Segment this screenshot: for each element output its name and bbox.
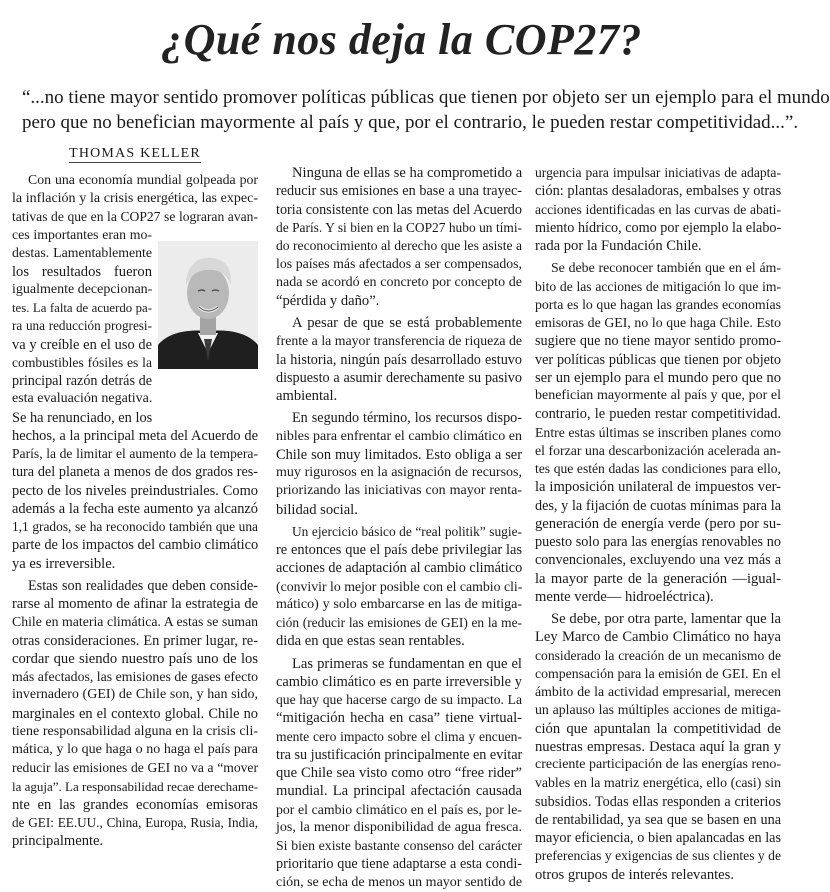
text-line: considerado la creación de un mecanismo de [535, 647, 781, 663]
text-line: prioritario que tiene adaptarse a esta condi- [276, 856, 522, 873]
text-line: urgencia para impulsar iniciativas de adapta- [535, 165, 781, 180]
text-line: generación de energía verde (pero por su- [535, 515, 781, 532]
text-line: Ninguna de ellas se ha comprometido a [292, 165, 523, 181]
text-line: bilidad social. [276, 501, 358, 518]
author-name: THOMAS KELLER [69, 146, 201, 161]
text-line: esta evaluación negativa. [12, 391, 153, 407]
paragraph [535, 259, 781, 606]
text-line: dispuesto a asumir derechamente su pasivo [276, 369, 522, 386]
text-line: En segundo término, los recursos dispo- [292, 410, 522, 427]
text-line: nibles para enfrentar el cambio climático en [276, 428, 522, 444]
text-line: Entre estas últimas se inscriben planes como [535, 424, 781, 440]
text-line: frente a la mayor transferencia de riqueza de [276, 333, 522, 349]
text-line: vables en la matriz energética, ello (casi) sin [535, 775, 781, 791]
text-line: otras consideraciones. En primer lugar, re- [12, 632, 258, 649]
text-line: nuestras empresas. Destaca aquí la gran y [535, 738, 781, 755]
text-line: la imposición unilateral de impuestos ver- [535, 479, 781, 496]
text-line: tra su justificación principalmente en evitar [276, 746, 523, 763]
text-line: mayor eficiencia, o bien apalancadas en las [535, 830, 781, 846]
text-line: emisoras de GEI, no lo que haga Chile. Esto [535, 315, 781, 330]
text-line: puesto solo para las energías renovables no [535, 534, 781, 550]
text-line: la inflación y la crisis energética, las expec- [12, 190, 258, 206]
text-line: do reconocimiento al derecho que les asiste a [276, 238, 522, 253]
text-line: ción (reducir las emisiones de GEI) en la me- [276, 615, 522, 630]
text-line: destas. Lamentablemente [12, 245, 152, 261]
text-line: ción, se echa de menos un mayor sentido de [276, 874, 523, 890]
text-line: la mayor parte de la generación —igual- [535, 570, 781, 587]
text-line: marginales en el contexto global. Chile no [12, 705, 258, 722]
text-line: rada por la Fundación Chile. [535, 238, 702, 254]
text-line: ver políticas públicas que tienen por objeto [535, 351, 781, 368]
text-line: por el cambio climático en el país es, por le- [276, 801, 522, 817]
author-portrait-image [158, 241, 258, 369]
text-line: de GEI: EE.UU., China, Europa, Rusia, India, [12, 815, 258, 830]
text-line: reducir las emisiones de GEI no va a “mover [12, 760, 258, 776]
text-line: de rentabilidad, ya sea que se basen en una [535, 811, 781, 828]
text-line: benefician mayormente al país y que, por el [535, 388, 781, 403]
text-line: contrario, le pueden restar competitividad. [535, 406, 781, 423]
text-line: Las primeras se fundamentan en que el [292, 655, 522, 672]
pull-quote-line: “...no tiene mayor sentido promover políticas públicas que tienen por objeto ser un ejemplo para el mundo [22, 87, 830, 108]
text-line: sugiere que no tiene mayor sentido promo- [535, 333, 781, 350]
text-line: ambiental. [276, 388, 338, 404]
text-line: un aplauso las múltiples acciones de mitiga- [535, 702, 781, 718]
text-line: hechos, a la principal meta del Acuerdo de [12, 427, 258, 444]
text-line: más afectados, las emisiones de gases efecto [12, 669, 258, 684]
text-line: nada se acordó en concreto por concepto de [276, 274, 522, 290]
text-line: cambio climático es en parte irreversible y [276, 673, 522, 690]
paragraph [276, 314, 522, 405]
byline [12, 145, 258, 163]
text-line: (convivir lo mejor posible con el cambio cli- [276, 578, 523, 594]
paragraph [535, 164, 781, 255]
text-line: bito de las acciones de mitigación lo que im- [535, 278, 781, 294]
text-line: rarse al momento de afinar la estrategia de [12, 596, 258, 612]
text-line: otros grupos de interés relevantes. [535, 866, 734, 883]
text-line: además a la fecha este aumento ya alcanzó [12, 500, 258, 517]
author-photo [158, 241, 258, 369]
text-line: Con una economía mundial golpeada por [28, 172, 258, 188]
text-line: Chile en materia climática. A estas se suman [12, 614, 258, 630]
text-line: compensación para la emisión de GEI. En el [535, 665, 781, 681]
text-line: miento hídrico, como por ejemplo la elabo- [535, 219, 782, 236]
text-line: Un ejercicio básico de “real politik” sugie- [292, 523, 522, 539]
text-line: ser un ejemplo para el mundo pero que no [535, 369, 781, 386]
text-line: creciente participación de las energías reno- [535, 757, 781, 772]
text-line: invernadero (GEI) de Chile son, y han sido, [12, 687, 258, 703]
text-line: Se debe reconocer también que en el ám- [551, 260, 781, 276]
text-line: mente cero impacto sobre el clima y encuen- [276, 728, 522, 744]
text-line: principal razón detrás de [12, 373, 152, 389]
paragraph [276, 409, 522, 519]
text-line: tativas de que en la COP27 se lograran avan- [12, 208, 258, 224]
text-line: Chile son muy limitados. Esto obliga a ser [276, 446, 522, 463]
text-line: subsidios. Todas ellas responden a criterios [535, 793, 781, 810]
text-line: muy rigurosos en la asignación de recursos, [276, 465, 522, 480]
text-line: mundial. La principal afectación causada [276, 783, 522, 800]
text-line: que Chile sea visto como otro “free rider” [276, 765, 522, 781]
text-line: ámbito de la actividad empresarial, merecen [535, 684, 781, 699]
text-line: priorizando las iniciativas con mayor renta- [276, 483, 522, 499]
text-line: toria consistente con las metas del Acuerdo [276, 201, 522, 218]
paragraph [276, 164, 522, 310]
text-line: mática, y lo que haga o no haga el país para [12, 742, 258, 757]
article-column-3 [535, 164, 781, 884]
text-line: “mitigación hecha en casa” tiene virtual- [276, 710, 522, 727]
intro-block [12, 171, 258, 573]
pull-quote-line: pero que no benefician mayormente al país y que, por el contrario, le pueden restar competitividad...”. [22, 112, 799, 133]
text-line: Ley Marco de Cambio Climático no haya [535, 629, 781, 646]
text-line: ya es irreversible. [12, 555, 116, 572]
text-line: de París. Y si bien en la COP27 hubo un tími- [276, 219, 522, 235]
text-line: A pesar de que se está probablemente [292, 315, 522, 331]
text-line: tes. La falta de acuerdo pa- [12, 301, 152, 315]
text-line: porta es lo que hagan las grandes economías [535, 296, 781, 312]
text-line: ces importantes eran mo- [12, 227, 152, 242]
text-line: ra una reducción progresi- [12, 318, 152, 334]
paragraph [535, 610, 781, 884]
text-line: acciones identificadas en las curvas de abati- [535, 201, 781, 217]
text-line: cordar que siendo nuestro país uno de los [12, 650, 258, 667]
text-line: el forzar una descarbonización acelerada an- [535, 442, 781, 458]
paragraph [276, 655, 522, 892]
text-line: re entonces que el país debe privilegiar las [276, 542, 522, 558]
paragraph [12, 577, 258, 851]
text-line: mente verde— hidroeléctrica). [535, 588, 714, 605]
text-line: principalmente. [12, 833, 104, 850]
text-line: París, la de limitar el aumento de la tempera- [12, 446, 258, 461]
text-line: convencionales, excluyendo una vez más a [535, 552, 781, 569]
text-line: Se debe, por otra parte, lamentar que la [551, 611, 781, 627]
article-headline: ¿Qué nos deja la COP27? [161, 15, 642, 64]
text-line: que hay que hacerse cargo de su impacto. La [276, 692, 522, 707]
text-line: Estas son realidades que deben conside- [28, 577, 258, 594]
text-line: reducir sus emisiones en base a una trayec- [276, 183, 522, 200]
text-line: la historia, ningún país desarrollado estuvo [276, 351, 522, 368]
text-line: jos, la menor disponibilidad de agua fresca. [276, 819, 522, 835]
article-column-1 [12, 142, 258, 851]
text-line: ción que apuntalan la competitividad de [535, 720, 781, 737]
text-line: combustibles fósiles es la [12, 354, 152, 370]
text-line: los resultados fueron [12, 263, 152, 280]
text-line: des, y la fijación de cuotas mínimas para la [535, 497, 781, 514]
text-line: mático) y solo embarcarse en las de mitiga- [276, 596, 522, 612]
text-line: ción: plantas desaladoras, embalses y otras [535, 183, 782, 200]
text-line: dida en que estas sean rentables. [276, 633, 465, 650]
text-line: la aguja”. La responsabilidad recae derechame- [12, 778, 259, 794]
text-line: pecto de los niveles preindustriales. Como [12, 482, 258, 499]
text-line: los países más afectados a ser compensados, [276, 256, 522, 272]
text-line: va y creíble en el uso de [12, 336, 152, 353]
text-line: Se ha renunciado, en los [12, 409, 153, 426]
text-line: tiene responsabilidad alguna en la crisis cli- [12, 723, 258, 739]
pull-quote [22, 85, 830, 135]
paragraph [276, 523, 522, 651]
text-line: acciones de adaptación al cambio climático [276, 560, 523, 577]
article-column-2 [276, 164, 522, 892]
text-line: nte en las grandes economías emisoras [12, 796, 258, 813]
text-line: “pérdida y daño”. [276, 292, 380, 309]
text-line: preferencias y exigencias de sus clientes y de [535, 848, 781, 864]
text-line: tes que estén dadas las condiciones para ello, [535, 461, 781, 476]
text-line: Si bien existe bastante consenso del carácter [276, 838, 522, 853]
text-line: tura del planeta a menos de dos grados res- [12, 464, 258, 481]
text-line: 1,1 grados, se ha reconocido también que una [12, 519, 258, 534]
text-line: igualmente decepcionan- [12, 281, 153, 297]
text-line: parte de los impactos del cambio climático [12, 537, 259, 554]
